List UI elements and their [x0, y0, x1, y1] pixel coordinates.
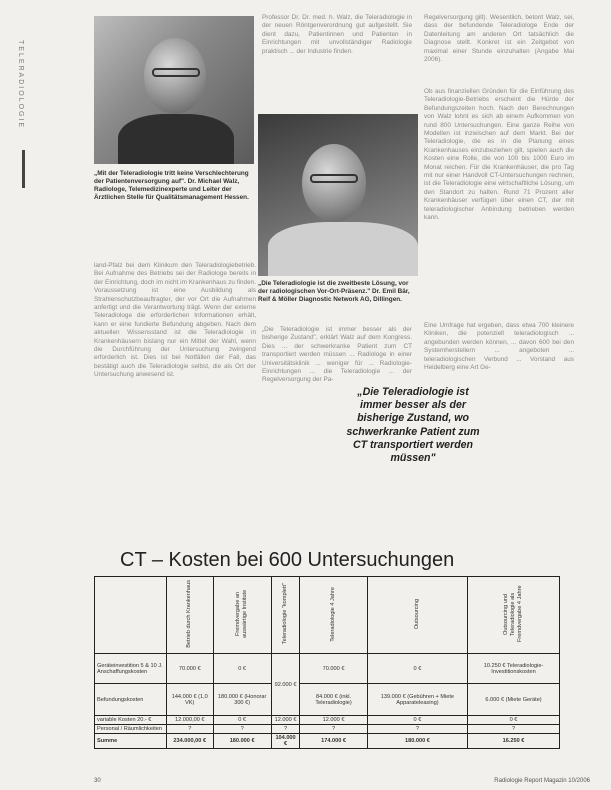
table-cell: 139.000 € (Gebühren + Miete Apparateleasing) [367, 684, 467, 716]
table-cell: 180.000 € [213, 734, 271, 749]
table-cell: ? [167, 725, 214, 734]
table-cell: 12.000,00 € [167, 716, 214, 725]
table-cell: Befundungskosten [95, 684, 167, 716]
table-row [95, 654, 560, 684]
table-cell: 70.000 € [167, 654, 214, 684]
article-column-mid-bottom: „Die Teleradiologie ist immer besser als der bisherige Zustand", erklärt Walz auf dem Kongress. Dies ... der schwerkranke Patient zum CT transportiert werden müssen ... Radiologe in einer Universitätsklinik ... weniger für ... Radiologie-Einrichtungen ... die Teleradiologie ... der Regelversorgung der Pa- [262, 326, 412, 384]
photo-caption-left: „Mit der Teleradiologie tritt keine Verschlechterung der Patientenversorgung auf". Dr. Michael Walz, Radiologe, Telemedizinexperte und Leiter der Ärztlichen Stelle für Qualitätsmanagement Hessen. [94, 170, 249, 201]
table-cell: 144.000 € (1,0 VK) [167, 684, 214, 716]
publication-footer: Radiologie Report Magazin 10/2006 [494, 778, 590, 784]
table-cell: 12.000 € [300, 716, 367, 725]
table-cell: variable Kosten 20.- € [95, 716, 167, 725]
table-cell: 0 € [367, 716, 467, 725]
table-cell: 12.000 € [271, 716, 300, 725]
table-cell: Geräteinvestition 5 & 10 J. Anschaffungskosten [95, 654, 167, 684]
table-cell: 0 € [213, 716, 271, 725]
table-header-cell: Betrieb durch Krankenhaus [167, 577, 214, 654]
photo-caption-right: „Die Teleradiologie ist die zweitbeste Lösung, vor der radiologischen Vor-Ort-Präsenz." Dr. Emil Bär, Reif & Möller Diagnostic Network AG, Dillingen. [258, 280, 410, 303]
table-cell: 70.000 € [300, 654, 367, 684]
page-number: 30 [94, 778, 101, 784]
table-cell: 10.250 € Teleradiologie-Investitionskosten [468, 654, 560, 684]
portrait-photo-baer [258, 114, 418, 276]
table-cell: 92.000 € [271, 654, 300, 716]
table-row [95, 684, 560, 716]
article-column-mid-top: Professor Dr. Dr. med. h. Walz, die Teleradiologie in der neuen Röntgenverordnung gut aufgestellt. Sie dient dazu, Patientinnen und Patienten in Einrichtungen mit unvollständiger Radiologie praktisch ... der Industrie finden. [262, 14, 412, 55]
table-cell: 6.000 € (Miete Geräte) [468, 684, 560, 716]
table-cell: ? [468, 725, 560, 734]
table-cell: 180.000 € (Honorar 300 €) [213, 684, 271, 716]
article-column-right-bottom: Eine Umfrage hat ergeben, dass etwa 700 kleinere Kliniken, die potenziell teleradiologisch ... angebunden werden können, ... davon 600 bei den Systemherstellern ... angeboten ... teleradiologischen Verbund ... Vorstand aus Heidelberg eine Art Ge- [424, 322, 574, 372]
table-cell: 174.000 € [300, 734, 367, 749]
article-column-right-top: Regelversorgung gilt). Wesentlich, betont Walz, sei, dass der befundende Teleradiologe Ende der Datenleitung am anderen Ort tatsächlich die Diagnose stellt. Konkret ist ein Zeitgebot von maximal einer Stunde einzuhalten (Angabe Mai 2006). [424, 14, 574, 64]
article-column-left: land-Pfalz bei dem Klinikum den Teleradiologiebetrieb. Bei Aufnahme des Betriebs sei der Radiologe bereits in der Einrichtung, doch im nicht im Krankenhaus zu finden. Voraussetzung ist eine Ausbildung als Strahlenschutzbeauftragter, der vor Ort die Aufnahmen anfertigt und die Verantwortung trägt. Wenn der externe Teleradiologe die erforderlichen Informationen erhält, kann er eine fundierte Befundung abgeben. Nach dem aktuellen Wissensstand ist die Teleradiologie in Krankenhäusern bislang nur ein Mittel der Wahl, wenn die Durchführung der Untersuchung zwingend erforderlich ist. Dies ist bei Notfällen der Fall, das bestätigt auch die Teleradiologie selbst, die als Ort der Untersuchung anwesend ist. [94, 262, 256, 379]
cost-table [94, 576, 560, 749]
table-cell: 234.000,00 € [167, 734, 214, 749]
section-tab: TELERADIOLOGIE [17, 40, 24, 130]
table-cell: 0 € [468, 716, 560, 725]
pull-quote: „Die Teleradiologie ist immer besser als der bisherige Zustand, wo schwerkranke Patient zum CT transportiert werden müssen" [338, 382, 488, 469]
table-row [95, 725, 560, 734]
table-header-cell: Teleradiologie 4 Jahre [300, 577, 367, 654]
table-cell: Summe [95, 734, 167, 749]
table-cell: 16.250 € [468, 734, 560, 749]
table-cell: 0 € [367, 654, 467, 684]
table-cell: 104.000 € [271, 734, 300, 749]
table-sum-row [95, 734, 560, 749]
table-cell: 180.000 € [367, 734, 467, 749]
table-cell: 0 € [213, 654, 271, 684]
article-column-right-main: Ob aus finanziellen Gründen für die Einführung des Teleradiologie-Betriebs erscheint die Hürde der Befundungszeiten hoch. Nach den Berechnungen von Walz lohnt es sich ab einem Aufkommen von rund 800 Untersuchungen. Eine ganze Reihe von Modellen ist inzwischen auf dem Markt. Bei der Teleradiologie, die es in die Planung eines Krankenhauses einzubeziehen gilt, spielen auch die Kosten eine Rolle, die von 100 bis 1000 Euro im Monat reichen. Für die Krankenhäuser, die pro Tag mit nur einer Handvoll CT-Untersuchungen rechnen, ist die Teleradiologie eine wirtschaftliche Lösung, um den Standort zu halten. Rund 71 Prozent aller Krankenhäuser verfügen über einen CT, der mit teleradiologischer Anbindung betrieben werden kann. [424, 88, 574, 222]
table-cell: ? [367, 725, 467, 734]
table-cell: Personal / Räumlichkeiten [95, 725, 167, 734]
table-cell: ? [213, 725, 271, 734]
portrait-photo-walz [94, 16, 254, 164]
table-header-cell: Outsourcing und Teleradiologie als Fremdvergabe 4 Jahre [468, 577, 560, 654]
table-header-cell: Fremdvergabe an auswärtige Institute [213, 577, 271, 654]
table-header-cell: Teleradiologie "komplett" [271, 577, 300, 654]
table-header-row [95, 577, 560, 654]
table-cell: ? [271, 725, 300, 734]
section-marker [22, 150, 25, 188]
table-row [95, 716, 560, 725]
table-header-cell [95, 577, 167, 654]
table-headline: CT – Kosten bei 600 Untersuchungen [120, 549, 455, 571]
table-cell: 84.000 € (inkl. Teleradiologie) [300, 684, 367, 716]
table-cell: ? [300, 725, 367, 734]
table-header-cell: Outsourcing [367, 577, 467, 654]
